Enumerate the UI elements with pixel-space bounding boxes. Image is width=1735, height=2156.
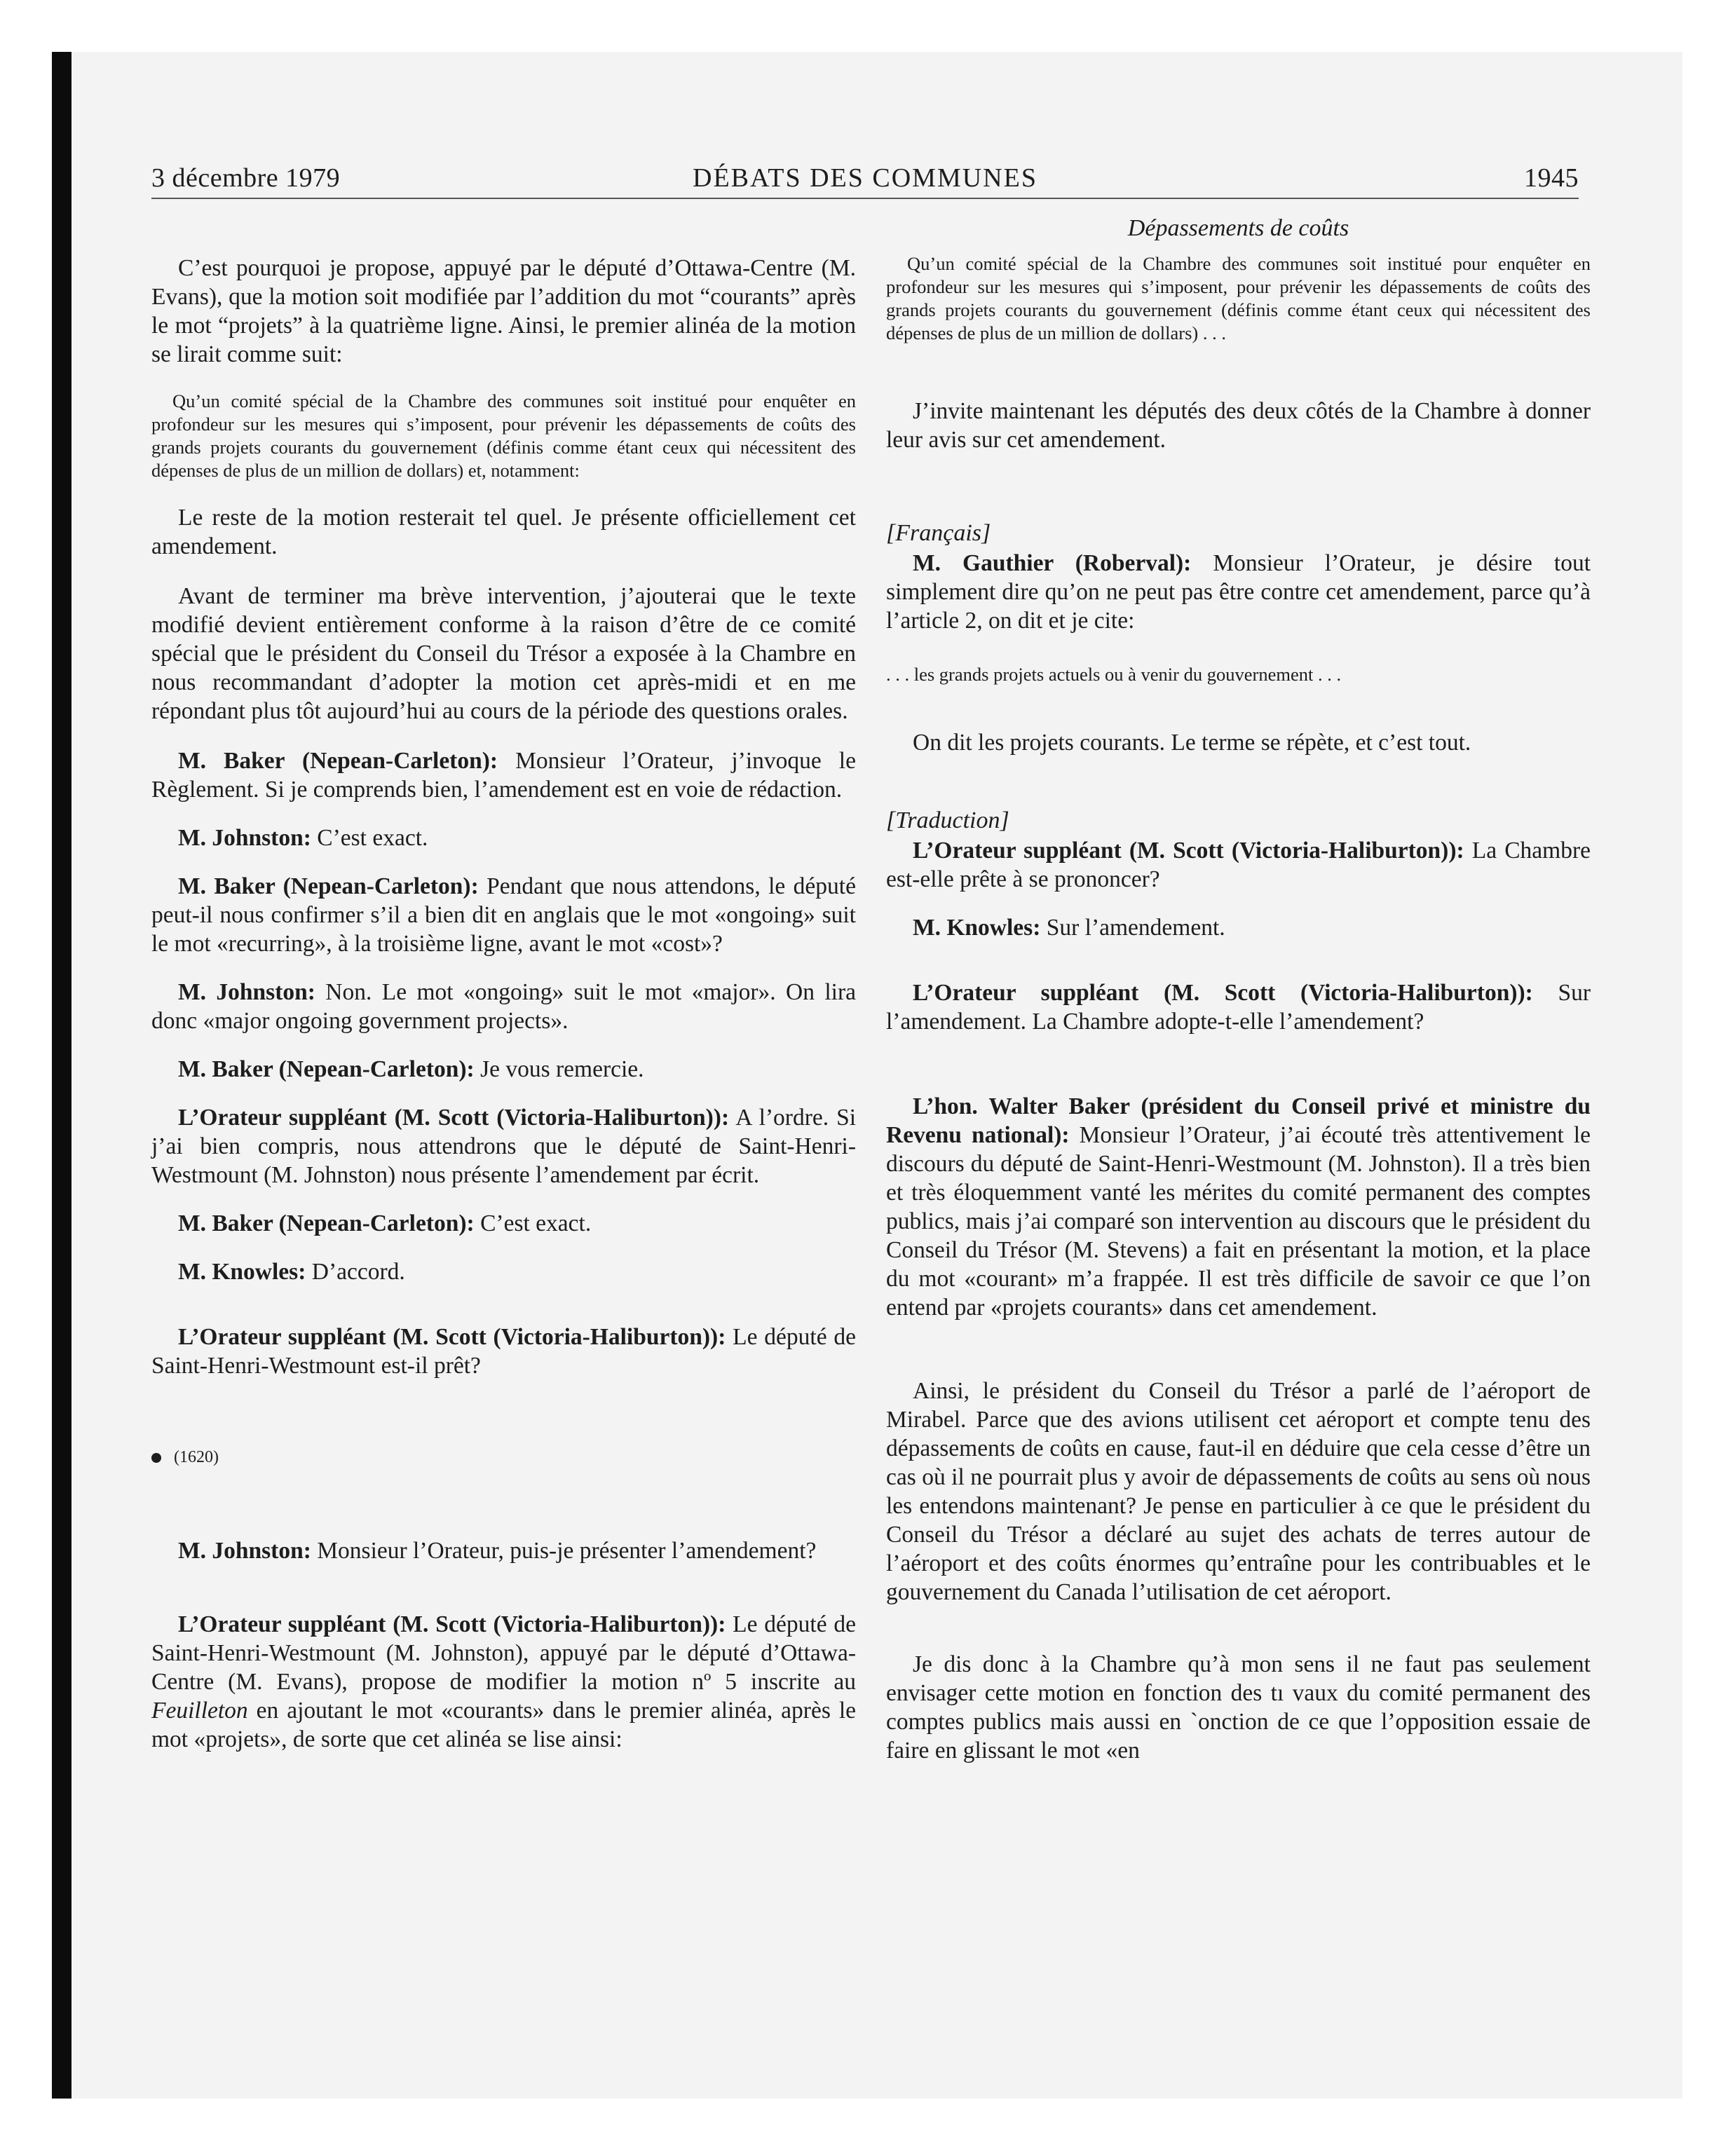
right-paragraph-4: Je dis donc à la Chambre qu’à mon sens il ne faut pas seulement envisager cette motion en fonction des tı vaux du comité permanent des comptes publics mais aussi en `onction de ce que l’opposition essaie de faire en glissant le mot «en [886,1651,1591,1763]
right-speech-4 [886,978,1591,1036]
language-marker-traduction: [Traduction] [886,807,1009,833]
speech-text: Pendant que nous attendons, le député peut-il nous confirmer s’il a bien dit en anglais que le mot «ongoing» suit le mot «recurring», à la troisième ligne, avant le mot «cost»? [151,873,856,957]
speech-text-continued: en ajoutant le mot «courants» dans le premier alinéa, après le mot «projets», de sorte que cet alinéa se lise ainsi: [151,1698,856,1752]
speech-text: C’est exact. [474,1210,592,1236]
speaker: M. Baker (Nepean-Carleton): [178,1210,475,1236]
right-speech-1 [886,549,1591,635]
speech-text: Monsieur l’Orateur, puis-je présenter l’amendement? [311,1538,817,1564]
speaker: L’Orateur suppléant (M. Scott (Victoria-Haliburton)): [178,1611,726,1637]
speaker: L’hon. Walter Baker (président du Conseil privé et ministre du Revenu national): [886,1093,1591,1148]
speech-text: Sur l’amendement. [1040,915,1225,941]
header-title: DÉBATS DES COMMUNES [693,163,1037,193]
left-speech-1 [151,746,856,804]
left-paragraph-1: C’est pourquoi je propose, appuyé par le député d’Ottawa-Centre (M. Evans), que la motion soit modifiée par l’addition du mot “courants” après le mot “projets” à la quatrième ligne. Ainsi, le premier alinéa de la motion se lirait comme suit: [151,255,856,367]
left-speech-8 [151,1257,856,1286]
right-paragraph-1: J’invite maintenant les députés des deux côtés de la Chambre à donner leur avis sur cet amendement. [886,398,1591,453]
speaker: M. Johnston: [178,1538,311,1564]
header-date: 3 décembre 1979 [151,163,341,193]
left-paragraph-2: Le reste de la motion resterait tel quel. Je présente officiellement cet amendement. [151,505,856,559]
left-speech-9 [151,1323,856,1380]
left-speech-6 [151,1103,856,1189]
right-paragraph-2: On dit les projets courants. Le terme se répète, et c’est tout. [913,730,1471,756]
speaker: M. Baker (Nepean-Carleton): [178,748,498,774]
speech-text: Monsieur l’Orateur, j’invoque le Règlement. Si je comprends bien, l’amendement est en voie de rédaction. [151,748,856,803]
speech-text: Je vous remercie. [474,1056,644,1082]
speaker: L’Orateur suppléant (M. Scott (Victoria-Haliburton)): [913,838,1464,864]
right-quote-2: . . . les grands projets actuels ou à venir du gouvernement . . . [886,664,1342,685]
scan-binding-edge [52,52,72,2099]
speaker: M. Knowles: [913,915,1041,941]
left-speech-3 [151,872,856,958]
header-page-number: 1945 [1524,163,1579,193]
right-speech-3 [886,913,1591,942]
speaker: L’Orateur suppléant (M. Scott (Victoria-Haliburton)): [178,1105,730,1131]
speech-text: C’est exact. [311,825,428,851]
right-column [886,210,1591,1765]
language-marker-francais: [Français] [886,520,991,546]
left-speech-11 [151,1610,856,1754]
left-speech-2 [151,824,856,852]
speech-italic: Feuilleton [151,1698,248,1724]
speaker: M. Knowles: [178,1259,306,1285]
header-rule [151,198,1579,199]
speech-text: Le député de Saint-Henri-Westmount (M. Johnston), appuyé par le député d’Ottawa-Centre (M. Evans), propose de modifier la motion nº 5 inscrite au [151,1611,856,1695]
speaker: M. Gauthier (Roberval): [913,550,1192,576]
speaker: M. Johnston: [178,825,311,851]
right-quote-1: Qu’un comité spécial de la Chambre des communes soit institué pour enquêter en profondeur sur les mesures qui s’imposent, pour prévenir les dépassements de coûts des grands projets courants du gouvernement (définis comme étant ceux qui nécessitent des dépenses de plus de un million de dollars) . . . [886,253,1591,343]
left-column [151,210,856,1754]
left-paragraph-3: Avant de terminer ma brève intervention, j’ajouterai que le texte modifié devient entièrement conforme à la raison d’être de ce comité spécial que le président du Conseil du Trésor a exposée à la Chambre en nous recommandant d’adopter la motion cet après-midi et en me répondant plus tôt aujourd’hui au cours de la période des questions orales. [151,583,856,724]
speaker: L’Orateur suppléant (M. Scott (Victoria-Haliburton)): [178,1324,726,1350]
time-marker [151,1443,856,1472]
speech-text: Monsieur l’Orateur, je désire tout simplement dire qu’on ne peut pas être contre cet amendement, parce qu’à l’article 2, on dit et je cite: [886,550,1591,634]
section-heading: Dépassements de coûts [1127,215,1349,241]
speech-text: Non. Le mot «ongoing» suit le mot «major». On lira donc «major ongoing government projects». [151,979,856,1034]
speech-text: Le député de Saint-Henri-Westmount est-il prêt? [151,1324,856,1379]
left-speech-5 [151,1055,856,1084]
speaker: M. Baker (Nepean-Carleton): [178,873,479,899]
speech-text: Sur l’amendement. La Chambre adopte-t-elle l’amendement? [886,980,1591,1035]
right-paragraph-3: Ainsi, le président du Conseil du Trésor a parlé de l’aéroport de Mirabel. Parce que des avions utilisent cet aéroport et compte tenu des dépassements de coûts en cause, faut-il en déduire que cela cesse d’être un cas où il ne pourrait plus y avoir de dépassements de coûts au sens où nous les entendons maintenant? Je pense en particulier à ce que le président du Conseil du Trésor a déclaré au sujet des achats de terres autour de l’aéroport et des coûts énormes qu’entraîne pour les contribuables et le gouvernement du Canada l’utilisation de cet aéroport. [886,1378,1591,1605]
left-speech-10 [151,1536,856,1565]
page-header [151,163,1579,198]
time-text: (1620) [174,1448,219,1466]
speech-text: Monsieur l’Orateur, j’ai écouté très attentivement le discours du député de Saint-Henri-Westmount (M. Johnston). Il a très bien et très éloquemment vanté les mérites du comité permanent des comptes publics, mais j’ai comparé son intervention au discours que le président du Conseil du Trésor (M. Stevens) a fait en présentant la motion, et la place du mot «courant» m’a frappée. Il est très difficile de savoir ce que l’on entend par «projets courants» dans cet amendement. [886,1122,1591,1321]
speech-text: La Chambre est-elle prête à se prononcer? [886,838,1591,892]
speaker: L’Orateur suppléant (M. Scott (Victoria-Haliburton)): [913,980,1533,1006]
speech-text: D’accord. [306,1259,405,1285]
right-speech-5 [886,1092,1591,1322]
left-speech-7 [151,1209,856,1238]
right-speech-2 [886,836,1591,894]
left-speech-4 [151,978,856,1035]
speaker: M. Baker (Nepean-Carleton): [178,1056,475,1082]
left-quote-1: Qu’un comité spécial de la Chambre des communes soit institué pour enquêter en profondeur sur les mesures qui s’imposent, pour prévenir les dépassements de coûts des grands projets courants du gouvernement (définis comme étant ceux qui nécessitent des dépenses de plus de un million de dollars) et, notamment: [151,390,856,481]
bullet-icon [151,1453,161,1463]
speaker: M. Johnston: [178,979,315,1005]
speech-text: A l’ordre. Si j’ai bien compris, nous attendrons que le député de Saint-Henri-Westmount (M. Johnston) nous présente l’amendement par écrit. [151,1105,857,1188]
